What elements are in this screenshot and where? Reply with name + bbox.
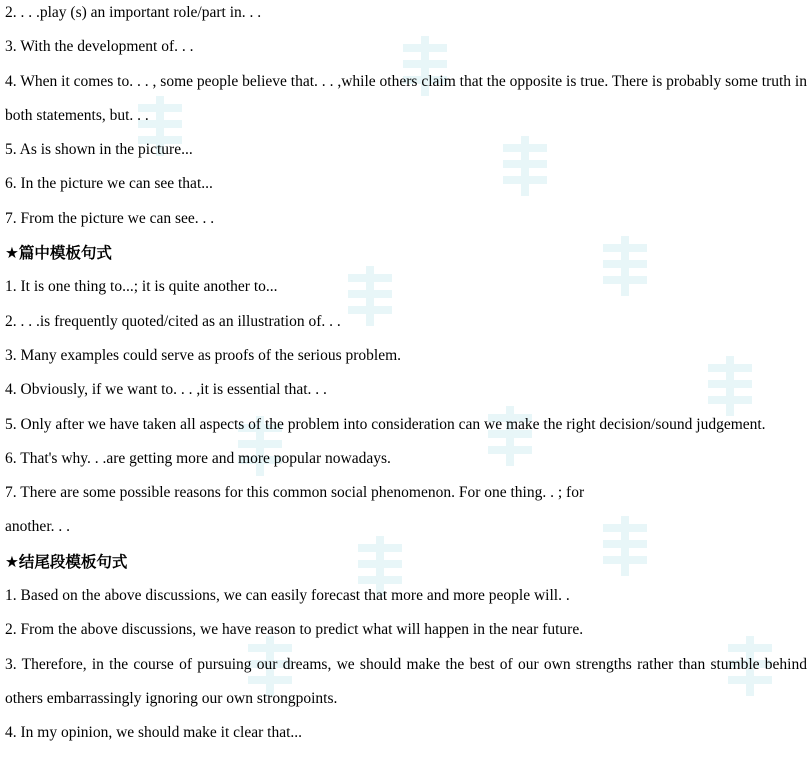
ending-section	[5, 545, 807, 751]
opening-section	[5, 0, 807, 236]
opening-item-7: 7. From the picture we can see. . .	[5, 209, 215, 227]
body-item-5: 5. Only after we have taken all aspects of the problem into consideration can we make the right decision/sound judgement.	[5, 415, 766, 433]
ending-item-3: 3. Therefore, in the course of pursuing our dreams, we should make the best of our own strengths rather than stumble behind others embarrassingly ignoring our own strongpoints.	[5, 655, 807, 707]
opening-item-3: 3. With the development of. . .	[5, 38, 194, 56]
body-item-1: 1. It is one thing to...; it is quite another to...	[5, 278, 278, 296]
ending-item-1: 1. Based on the above discussions, we can easily forecast that more and more people will. .	[5, 587, 570, 605]
ending-item-2: 2. From the above discussions, we have reason to predict what will happen in the near future.	[5, 621, 584, 639]
body-item-7-continued: another. . .	[5, 518, 70, 536]
opening-item-4: 4. When it comes to. . . , some people believe that. . . ,while others claim that the opposite is true. There is probably some truth in both statements, but. . .	[5, 72, 807, 124]
ending-item-4: 4. In my opinion, we should make it clear that...	[5, 724, 303, 742]
opening-item-2: 2. . . .play (s) an important role/part in. . .	[5, 4, 262, 21]
opening-item-5: 5. As is shown in the picture...	[5, 141, 193, 159]
body-section-heading: ★篇中模板句式	[5, 244, 112, 263]
body-item-4: 4. Obviously, if we want to. . . ,it is essential that. . .	[5, 381, 327, 399]
body-item-6: 6. That's why. . .are getting more and more popular nowadays.	[5, 449, 391, 467]
body-item-3: 3. Many examples could serve as proofs of the serious problem.	[5, 346, 402, 364]
body-item-2: 2. . . .is frequently quoted/cited as an illustration of. . .	[5, 312, 341, 330]
body-section	[5, 236, 807, 545]
ending-section-heading: ★结尾段模板句式	[5, 552, 128, 571]
body-item-7: 7. There are some possible reasons for this common social phenomenon. For one thing. . ; for	[5, 484, 585, 502]
opening-item-6: 6. In the picture we can see that...	[5, 175, 213, 193]
